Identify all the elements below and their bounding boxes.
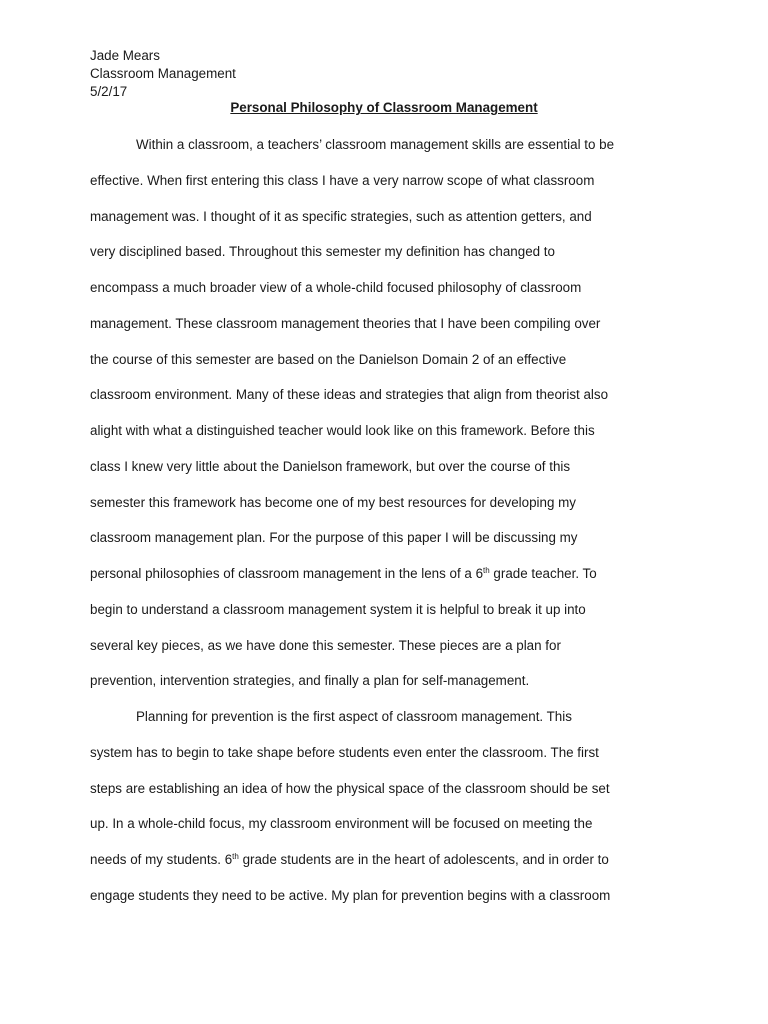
text-line: several key pieces, as we have done this semester. These pieces are a plan for [90,637,561,653]
text-line: classroom environment. Many of these ideas and strategies that align from theorist also [90,387,609,403]
document-body [90,136,690,923]
text-line: effective. When first entering this class I have a very narrow scope of what classroom [90,172,595,188]
text-line: prevention, intervention strategies, and finally a plan for self-management. [90,673,530,689]
text-segment: grade students are in the heart of adolescents, and in order to [238,852,609,867]
text-line: encompass a much broader view of a whole-child focused philosophy of classroom [90,280,582,295]
document-date: 5/2/17 [90,84,128,99]
text-line [90,565,690,601]
text-line: Planning for prevention is the first aspect of classroom management. This [136,709,572,724]
superscript: th [483,566,490,575]
text-line: Within a classroom, a teachers’ classroom management skills are essential to be [136,137,615,152]
text-line: the course of this semester are based on the Danielson Domain 2 of an effective [90,351,567,367]
text-line: up. In a whole-child focus, my classroom environment will be focused on meeting the [90,816,593,832]
author-name: Jade Mears [90,48,160,63]
text-line: begin to understand a classroom management system it is helpful to break it up into [90,601,586,617]
text-line: classroom management plan. For the purpose of this paper I will be discussing my [90,530,578,546]
superscript: th [232,852,239,861]
text-segment: needs of my students. 6 [90,852,233,867]
text-line: semester this framework has become one of my best resources for developing my [90,494,576,510]
text-segment: personal philosophies of classroom management in the lens of a 6 [90,566,484,581]
document-header [90,47,236,101]
text-line: alight with what a distinguished teacher would look like on this framework. Before this [90,423,595,438]
text-line: system has to begin to take shape before students even enter the classroom. The first [90,744,599,760]
text-line: steps are establishing an idea of how the physical space of the classroom should be set [90,780,610,796]
text-line: engage students they need to be active. My plan for prevention begins with a classroom [90,887,611,903]
text-line: class I knew very little about the Danielson framework, but over the course of this [90,458,571,474]
document-title: Personal Philosophy of Classroom Management [230,100,538,115]
text-segment: grade teacher. To [489,566,597,581]
text-line: management. These classroom management theories that I have been compiling over [90,315,601,331]
course-name: Classroom Management [90,66,236,81]
text-line [90,851,690,887]
text-line: management was. I thought of it as specific strategies, such as attention getters, and [90,208,592,224]
text-line: very disciplined based. Throughout this semester my definition has changed to [90,244,555,260]
